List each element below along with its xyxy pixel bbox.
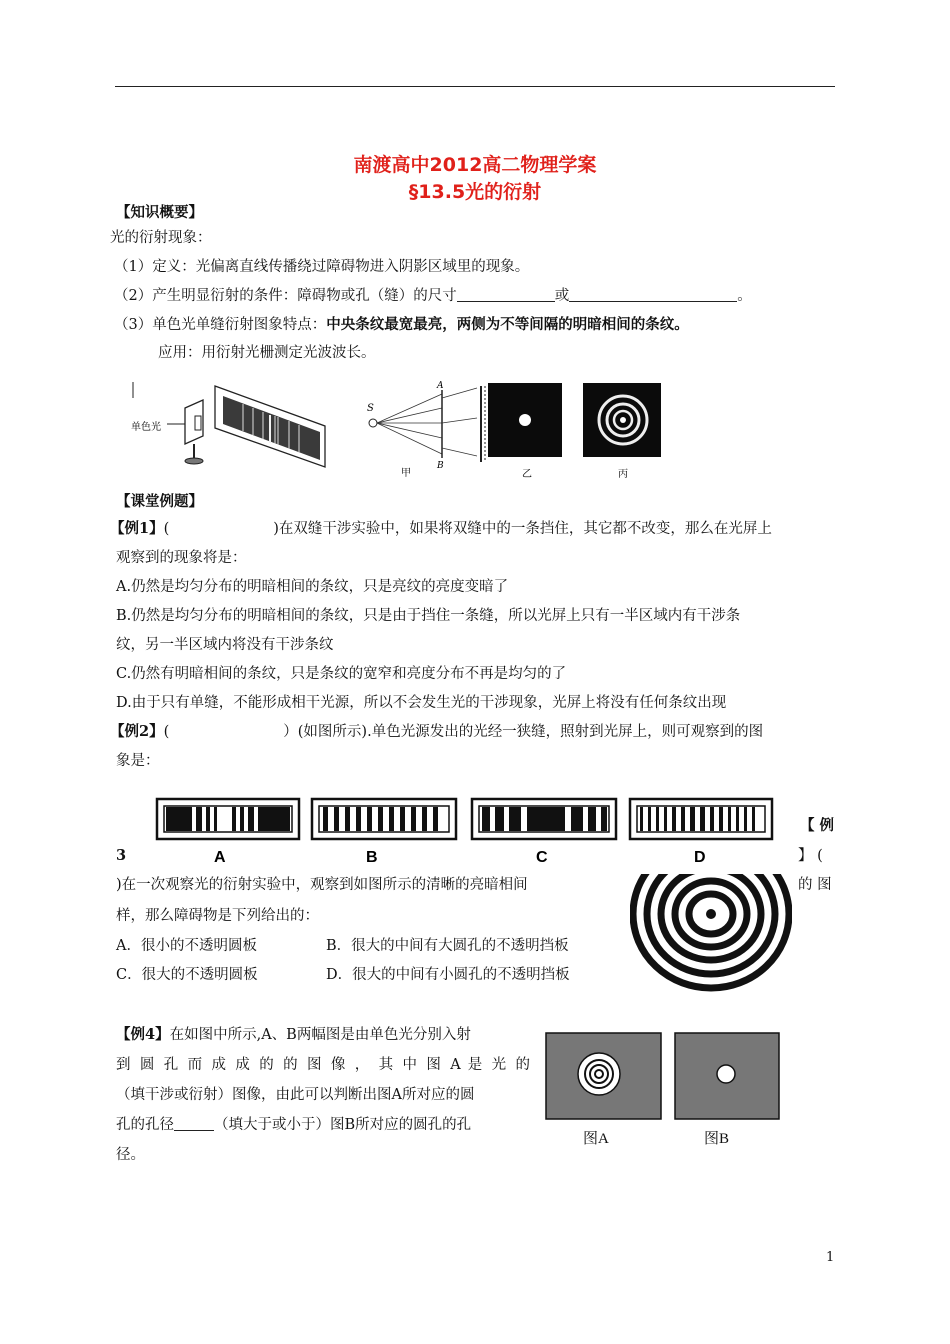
label-s: S: [367, 403, 374, 414]
option-c-label: C: [536, 849, 548, 866]
classroom-heading: 【课堂例题】: [116, 493, 203, 510]
example-4-text4a: 孔的孔径: [116, 1117, 174, 1133]
figure-a-caption: 图A: [583, 1131, 609, 1147]
option-d-label: D: [694, 849, 706, 866]
page-title: 南渡高中2012高二物理学案: [353, 154, 597, 176]
example-2-label: 【例2】: [110, 723, 164, 740]
example-2-patterns: [152, 795, 777, 867]
section-title: §13.5光的衍射: [408, 181, 542, 203]
option-a-label: A: [214, 849, 226, 866]
figure-a-image: [545, 1032, 663, 1120]
definition-item: （1）定义：光偏离直线传播绕过障碍物进入阴影区域里的现象。: [114, 259, 530, 275]
pattern-item: [114, 315, 689, 335]
example-1-question: )在双缝干涉实验中，如果将双缝中的一条挡住，其它都不改变，那么在光屏上: [273, 521, 772, 537]
example-1-option-a: A.仍然是均匀分布的明暗相间的条纹，只是亮纹的亮度变暗了: [116, 579, 509, 595]
condition-end: 。: [737, 288, 752, 304]
figure-b-image: [674, 1032, 782, 1120]
diffraction-image-yi: [488, 383, 564, 481]
example-3-option-c: C．很大的不透明圆板: [116, 967, 258, 983]
example-2-question: ）(如图所示).单色光源发出的光经一狭缝，照射到光屏上，则可观察到的图: [283, 724, 764, 740]
example-4-line3: （填干涉或衍射）图像，由此可以判断出图A所对应的圆: [116, 1087, 475, 1103]
example-1-line2: 观察到的现象将是：: [116, 550, 247, 566]
condition-item: [114, 286, 752, 306]
pattern-prefix: （3）单色光单缝衍射图象特点：: [114, 317, 327, 333]
example-3-ring-pattern: [630, 868, 792, 992]
knowledge-heading: 【知识概要】: [116, 204, 203, 221]
ex2-open: (: [163, 724, 170, 740]
figure-b-caption: 图B: [704, 1131, 730, 1147]
source-label: 单色光: [131, 422, 161, 433]
example-1-line1: [110, 519, 772, 539]
pattern-feature: 中央条纹最宽最亮，两侧为不等间隔的明暗相间的条纹。: [326, 316, 689, 333]
condition-blank-1[interactable]: [457, 287, 555, 302]
intro-text: 光的衍射现象：: [110, 230, 212, 246]
caption-yi: 乙: [522, 469, 532, 480]
example-4-line2: 到 圆 孔 而 成 成 的 的 图 像 ， 其 中 图 A 是 光 的: [116, 1057, 530, 1073]
option-b-label: B: [366, 849, 378, 866]
example-3-option-b: B．很大的中间有大圆孔的不透明挡板: [326, 938, 569, 954]
condition-or: 或: [554, 288, 570, 304]
ex1-open: (: [163, 521, 170, 537]
label-a: A: [437, 381, 444, 391]
example-4-line4: [116, 1115, 471, 1135]
application-text: 应用：用衍射光栅测定光波波长。: [158, 345, 376, 361]
example-3-option-d: D．很大的中间有小圆孔的不透明挡板: [326, 967, 570, 983]
example-4-line5: 径。: [116, 1147, 145, 1163]
example-1-label: 【例1】: [110, 520, 164, 537]
example-3-question-end: 的 图: [798, 877, 832, 893]
example-4-label: 【例4】: [116, 1026, 170, 1043]
example-3-question: )在一次观察光的衍射实验中，观察到如图所示的清晰的亮暗相间: [116, 877, 528, 893]
example-2-line2: 象是：: [116, 753, 160, 769]
example-4-text1: 在如图中所示,A、B两幅图是由单色光分别入射: [169, 1027, 471, 1043]
pattern-d: [630, 799, 772, 866]
example-4-blank[interactable]: [174, 1116, 214, 1131]
circular-hole-figure: [365, 378, 495, 478]
example-4-line1: [116, 1025, 530, 1045]
example-1-option-c: C.仍然有明暗相间的条纹，只是条纹的宽窄和亮度分布不再是均匀的了: [116, 666, 567, 682]
pattern-c: [472, 799, 616, 866]
example-1-option-b2: 纹，另一半区域内将没有干涉条纹: [116, 637, 334, 653]
condition-text: （2）产生明显衍射的条件：障碍物或孔（缝）的尺寸: [114, 288, 457, 304]
caption-jia: 甲: [401, 468, 411, 478]
label-b: B: [437, 461, 444, 471]
example-1-option-d: D.由于只有单缝，不能形成相干光源，所以不会发生光的干涉现象，光屏上将没有任何条纹出现: [116, 695, 727, 711]
diffraction-image-bing: [583, 383, 663, 481]
example-3-line2: 样，那么障碍物是下列给出的：: [116, 908, 319, 924]
header-rule: [115, 86, 835, 87]
pattern-a: [157, 799, 299, 866]
example-2-line1: [110, 722, 763, 742]
example-4-text4b: （填大于或小于）图B所对应的圆孔的孔: [214, 1117, 472, 1133]
caption-bing: 丙: [618, 469, 628, 480]
pattern-b: [312, 799, 456, 866]
example-3-label-a: 【 例: [800, 817, 835, 834]
example-3-label-c: 】 (: [798, 848, 823, 864]
page-number: 1: [826, 1250, 835, 1265]
example-1-option-b1: B.仍然是均匀分布的明暗相间的条纹，只是由于挡住一条缝，所以光屏上只有一半区域内有干涉条: [116, 608, 741, 624]
example-3-option-a: A．很小的不透明圆板: [116, 938, 257, 954]
example-3-label-b: 3: [116, 847, 127, 864]
condition-blank-2[interactable]: [569, 287, 737, 302]
single-slit-figure: [125, 374, 335, 474]
